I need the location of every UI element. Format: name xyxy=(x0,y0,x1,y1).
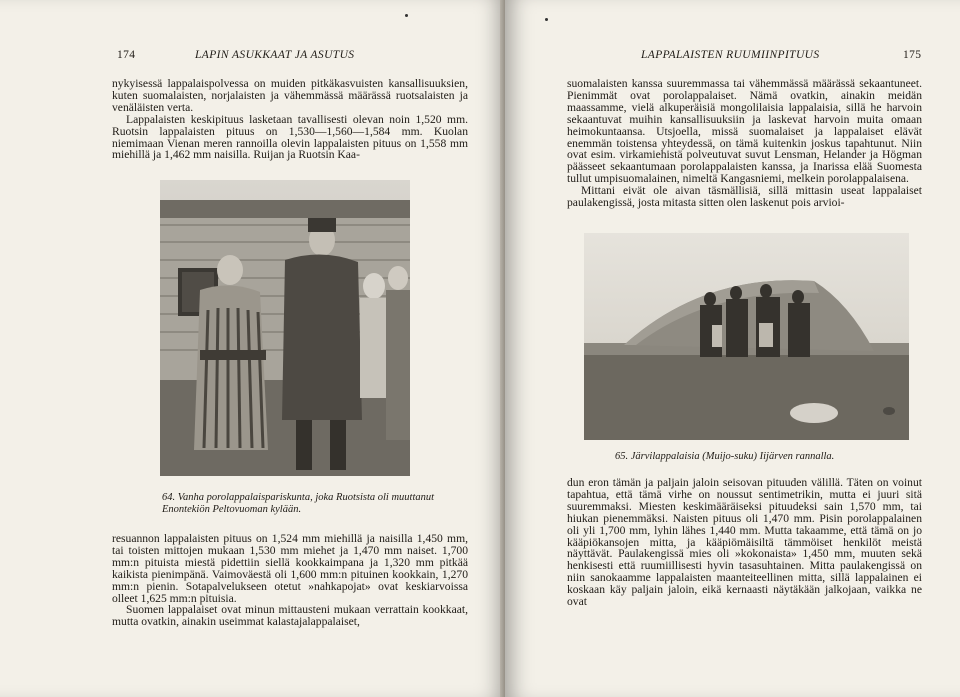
right-text-top xyxy=(567,78,922,209)
running-title: LAPPALAISTEN RUUMIINPITUUS xyxy=(641,49,820,61)
photo-illustration xyxy=(160,180,410,476)
paragraph: Lappalaisten keskipituus lasketaan tavallisesti olevan noin 1,520 mm. Ruotsin lappalaisten pituus on 1,530—1,560—1,584 mm. Kuolan niemimaan Vienan meren rannoilla olevin lappalaisten pituus on 1,558 mm miehillä ja 1,462 mm naisilla. Ruijan ja Ruotsin Kaa- xyxy=(112,112,468,162)
right-text-bottom xyxy=(567,477,922,608)
photo-sami-couple xyxy=(160,180,410,476)
print-mark xyxy=(405,14,408,17)
caption-text: Järvilappalaisia (Muijo-suku) Iijärven rannalla. xyxy=(630,451,835,462)
paragraph: Mittani eivät ole aivan täsmällisiä, sillä mittasin useat lappalaiset paulakengissä, josta mitasta sitten olen laskenut pois arvioi- xyxy=(567,184,922,210)
paragraph: nykyisessä lappalaispolvessa on muiden pitkäkasvuisten kansallisuuksien, kuten suomalaisten, norjalaisten ja vähemmässä määrässä ruotsalaisten ja venäläisten verta. xyxy=(112,77,468,114)
print-mark xyxy=(545,18,548,21)
right-page xyxy=(505,0,960,697)
caption-number: 65. xyxy=(615,451,629,462)
left-text-top xyxy=(112,78,468,161)
photo-sami-family xyxy=(584,233,909,440)
paragraph: dun eron tämän ja paljain jaloin seisovan pituuden välillä. Täten on voinut tapahtua, että tämä virhe on noussut sentimetrikin, mutta ei juuri sitä suuremmaksi. Miesten keskimääräiseksi pituudeksi sain 1,570 mm, tai hiukan pienemmäksi. Naisten pituus oli 1,470 mm. Pisin porolappalainen oli yli 1,700 mm, lyhin lähes 1,440 mm. Mutta takaamme, että tämä on jo kääpiökansojen mitta, ja kääpiömäisiltä tämmöiset henkilöt meistä näyttävät. Paulakengissä mies oli »kokonaista» 1,450 mm, muuten sekä henkisesti että ruumiillisesti hyvin tasasuhtainen. Mitta paulakengissä on niin sanokaamme lappalaisten maanteiteellinen mitta, sillä lappalainen ei koskaan käy paljain jaloin, eikä kernaasti näytäkään jalkojaan, vaikka ne ovat xyxy=(567,476,922,609)
figure-caption xyxy=(162,492,462,516)
page-number: 174 xyxy=(117,49,136,61)
page-number: 175 xyxy=(903,49,922,61)
left-text-bottom xyxy=(112,533,468,628)
photo-illustration xyxy=(584,233,909,440)
running-title: LAPIN ASUKKAAT JA ASUTUS xyxy=(195,49,355,61)
paragraph: suomalaisten kanssa suuremmassa tai vähemmässä määrässä sekaantuneet. Pienimmät ovat porolappalaiset. Nämä ovatkin, ainakin meidän maassamme, vielä alkuperäisiä mongolilaisia lappalaisia, sillä he harvoin sekaantuvat muihin kansallisuuksiin ja laskevat harvoin muita omaan heimokuntaansa. Utsjoella, missä suomalaiset ja lappalaiset elävät enemmän toistensa yhteydessä, on tämä kuitenkin joskus tapahtunut. Niin ovat esim. virkamiehistä polveutuvat suvut Lensman, Helander ja Högman päässeet sekaantumaan porolappalaisten kanssa, ja Inarissa elää Suomesta tullut umpisuomalainen, nimeltä Kangasniemi, melkein porolappalaisena. xyxy=(567,77,922,186)
figure-caption xyxy=(615,451,915,463)
caption-number: 64. xyxy=(162,492,176,503)
caption-text: Vanha porolappalaispariskunta, joka Ruotsista oli muuttanut Enontekiön Peltovuoman kylään. xyxy=(162,492,435,515)
paragraph: Suomen lappalaiset ovat minun mittausteni mukaan verrattain kookkaat, mutta ovatkin, ainakin useimmat kalastajalappalaiset, xyxy=(112,603,468,629)
paragraph: resuannon lappalaisten pituus on 1,524 mm miehillä ja naisilla 1,450 mm, tai toisten mittojen mukaan 1,530 mm miehet ja 1,470 mm naiset. 1,700 mm:n pituista miestä pidettiin siellä kookkaimpana ja 1,320 mm pitkää kaikista pienimpänä. Vaimoväestä oli 1,600 mm:n pituinen kookkain, 1,270 mm:n pienin. Sotapalvelukseen otetut »nahkapojat» ovat keskiarvoissa olleet 1,625 mm:n pituisia. xyxy=(112,532,468,605)
